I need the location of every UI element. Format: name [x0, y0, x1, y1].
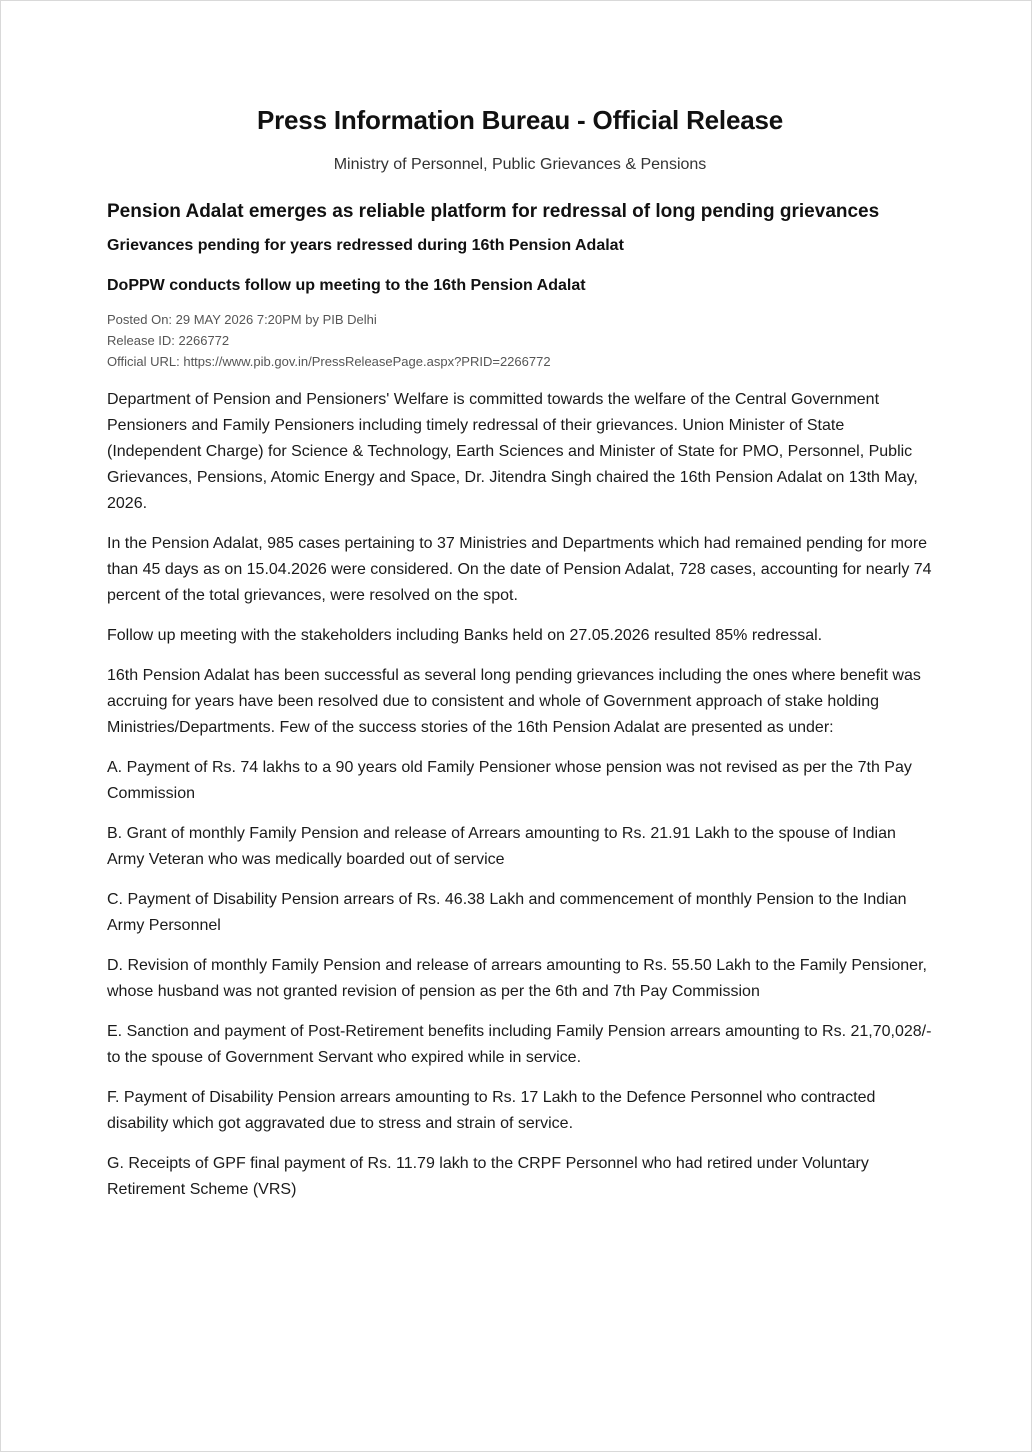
success-story-item: E. Sanction and payment of Post-Retirement benefits including Family Pension arrears amounting to Rs. 21,70,028/- to the spouse of Government Servant who expired while in service.	[107, 1023, 932, 1066]
release-subhead-2: DoPPW conducts follow up meeting to the 16th Pension Adalat	[107, 277, 586, 294]
body-paragraph: Follow up meeting with the stakeholders including Banks held on 27.05.2026 resulted 85% redressal.	[107, 627, 823, 644]
body-paragraph: Department of Pension and Pensioners' Welfare is committed towards the welfare of the Central Government Pensioners and Family Pensioners including timely redressal of their grievances. Union Minister of State (Independent Charge) for Science & Technology, Earth Sciences and Minister of State for PMO, Personnel, Public Grievances, Pensions, Atomic Energy and Space, Dr. Jitendra Singh chaired the 16th Pension Adalat on 13th May, 2026.	[107, 391, 918, 512]
document-title: Press Information Bureau - Official Release	[256, 105, 783, 135]
release-subhead-1: Grievances pending for years redressed during 16th Pension Adalat	[107, 237, 624, 254]
official-url: Official URL: https://www.pib.gov.in/PressReleasePage.aspx?PRID=2266772	[107, 354, 551, 369]
posted-on: Posted On: 29 MAY 2026 7:20PM by PIB Delhi	[107, 312, 377, 327]
release-headline: Pension Adalat emerges as reliable platform for redressal of long pending grievances	[107, 201, 880, 222]
success-story-item: B. Grant of monthly Family Pension and release of Arrears amounting to Rs. 21.91 Lakh to the spouse of Indian Army Veteran who was medically boarded out of service	[107, 825, 896, 868]
document-content	[107, 101, 933, 1203]
success-story-item: G. Receipts of GPF final payment of Rs. 11.79 lakh to the CRPF Personnel who had retired under Voluntary Retirement Scheme (VRS)	[107, 1155, 869, 1198]
success-story-item: A. Payment of Rs. 74 lakhs to a 90 years old Family Pensioner whose pension was not revised as per the 7th Pay Commission	[107, 759, 912, 802]
release-id: Release ID: 2266772	[107, 333, 230, 348]
ministry-name: Ministry of Personnel, Public Grievances & Pensions	[333, 156, 707, 173]
body-paragraph: 16th Pension Adalat has been successful as several long pending grievances including the ones where benefit was accruing for years have been resolved due to consistent and whole of Government approach of stake holding Ministries/Departments. Few of the success stories of the 16th Pension Adalat are presented as under:	[107, 667, 921, 736]
success-story-item: D. Revision of monthly Family Pension and release of arrears amounting to Rs. 55.50 Lakh to the Family Pensioner, whose husband was not granted revision of pension as per the 6th and 7th Pay Commission	[107, 957, 927, 1000]
body-paragraph: In the Pension Adalat, 985 cases pertaining to 37 Ministries and Departments which had remained pending for more than 45 days as on 15.04.2026 were considered. On the date of Pension Adalat, 728 cases, accounting for nearly 74 percent of the total grievances, were resolved on the spot.	[107, 535, 932, 604]
release-meta	[107, 309, 933, 372]
success-stories-list	[107, 755, 933, 1203]
success-story-item: C. Payment of Disability Pension arrears of Rs. 46.38 Lakh and commencement of monthly Pension to the Indian Army Personnel	[107, 891, 907, 934]
success-story-item: F. Payment of Disability Pension arrears amounting to Rs. 17 Lakh to the Defence Personnel who contracted disability which got aggravated due to stress and strain of service.	[107, 1089, 876, 1132]
